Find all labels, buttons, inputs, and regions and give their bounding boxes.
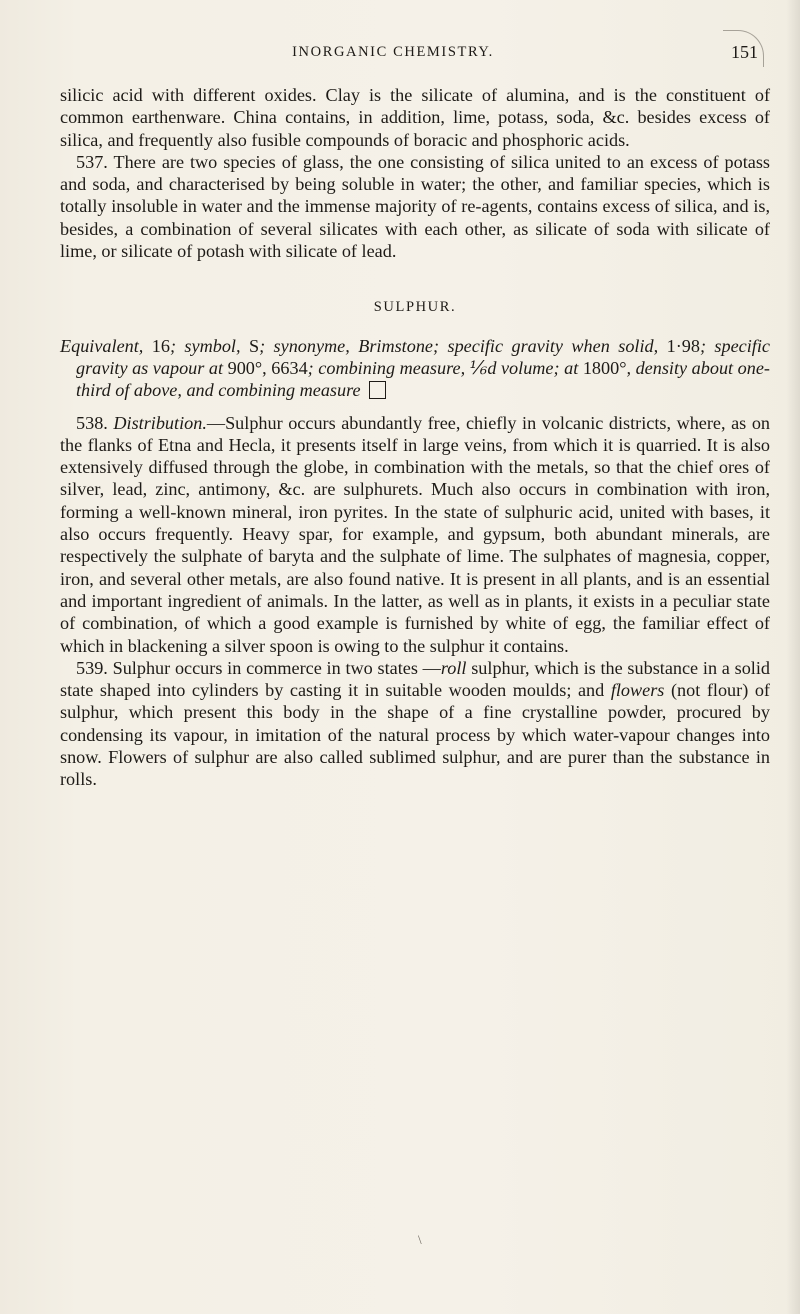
separator-comma: , bbox=[262, 357, 272, 378]
paragraph-537: 537. There are two species of glass, the one consisting of silica united to an excess of potass and soda, and characterised by being soluble in water; the other, and familiar species, which is totally insoluble in water and the immense majority of re-agents, contains excess of silica, and is, besides, a combination of several silicates with each other, as silicate of soda with silicate of lime, or silicate of potash with silicate of lead. bbox=[60, 151, 770, 262]
running-head bbox=[40, 44, 760, 68]
paragraph-539-middle: sulphur, which is the substance in a solid state shaped into cylinders by casting it in suitable wooden moulds; and bbox=[60, 657, 770, 701]
label-density-combining: , density about one-third of above, and combining measure bbox=[76, 357, 770, 401]
paragraph-539 bbox=[60, 657, 770, 791]
label-symbol: ; symbol, bbox=[169, 335, 249, 356]
label-equivalent: Equivalent, bbox=[60, 335, 152, 356]
page-edge-shadow bbox=[786, 0, 800, 1314]
paragraph-538-title: Distribution. bbox=[113, 412, 207, 433]
paragraph-538 bbox=[60, 412, 770, 657]
sulphur-properties bbox=[60, 335, 770, 402]
running-head-title: INORGANIC CHEMISTRY. bbox=[292, 44, 494, 60]
paragraph-continued: silicic acid with different oxides. Clay is the silicate of alumina, and is the constituent of common earthenware. China contains, in addition, lime, potass, soda, &c. besides excess of silica, and frequently also fusible compounds of boracic and phosphoric acids. bbox=[60, 85, 770, 150]
value-temperature-1800: 1800° bbox=[582, 357, 627, 378]
value-vapour-temperature: 900° bbox=[227, 357, 263, 378]
value-specific-gravity-solid: 1·98 bbox=[666, 335, 700, 356]
label-specific-gravity-vapour: ; specific gravity as vapour at bbox=[76, 335, 770, 378]
label-synonyme: ; synonyme, bbox=[259, 335, 359, 356]
paragraph-538-number: 538. bbox=[76, 412, 114, 433]
label-specific-gravity-solid: ; specific gravity when solid, bbox=[433, 335, 667, 356]
section-heading-sulphur: SULPHUR. bbox=[373, 299, 457, 316]
paragraph-539-start: 539. Sulphur occurs in commerce in two states — bbox=[76, 657, 441, 678]
properties-line bbox=[60, 335, 770, 402]
term-roll: roll bbox=[440, 657, 467, 678]
value-synonyme: Brimstone bbox=[358, 335, 434, 356]
label-combining-measure: ; combining measure, bbox=[307, 357, 470, 378]
page-number: 151 bbox=[731, 42, 758, 62]
paragraph-538-body: —Sulphur occurs abundantly free, chiefly in volcanic districts, where, as on the flanks of Etna and Hecla, it presents itself in large veins, from which it is quarried. It is also extensively diffused through the globe, in combination with the metals, so that the chief ores of silver, lead, zinc, antimony, &c. are sulphurets. Much also occurs in combination with iron, forming a well-known mineral, iron pyrites. In the state of sulphuric acid, united with bases, it also occurs frequently. Heavy spar, for example, and gypsum, both abundant minerals, are respectively the sulphate of baryta and the sulphate of lime. The sulphates of magnesia, copper, iron, and several other metals, are also found native. It is present in all plants, and is an essential and important ingredient of animals. In the latter, as well as in plants, it exists in a peculiar state of combination, of which a good example is furnished by white of egg, the familiar effect of which in blackening a silver spoon is owing to the sulphur it contains. bbox=[60, 412, 771, 656]
stray-mark: \ bbox=[418, 1232, 422, 1247]
value-symbol: S bbox=[248, 335, 260, 356]
page-body bbox=[60, 84, 770, 791]
term-flowers: flowers bbox=[610, 680, 665, 701]
corner-pencil-mark bbox=[723, 30, 764, 67]
value-equivalent: 16 bbox=[151, 335, 170, 356]
value-specific-gravity-vapour: 6634 bbox=[271, 357, 308, 378]
value-combining-measure: ⅙d bbox=[469, 357, 497, 378]
label-volume-at: volume; at bbox=[496, 357, 583, 378]
paragraph-539-end: (not flour) of sulphur, which present this body in the shape of a fine crystalline powder, procured by condensing its vapour, in imitation of the natural process by which water-vapour changes into snow. Flowers of sulphur are also called sublimed sulphur, and are purer than the substance in rolls. bbox=[60, 680, 770, 790]
combining-measure-square-icon bbox=[369, 381, 386, 399]
